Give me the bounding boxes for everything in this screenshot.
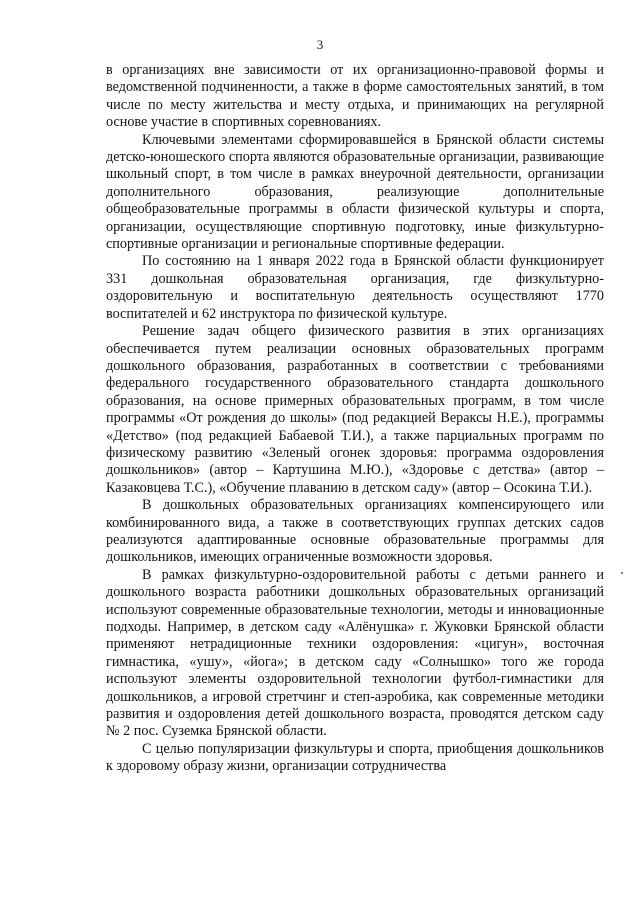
paragraph-preschool-statistics: По состоянию на 1 января 2022 года в Брянской области функционирует 331 дошкольная образовательная организация, где физкультурно-оздоровительную и воспитательную деятельность осуществляют 1770 воспитателей и 62 инструктора по физической культуре. <box>106 253 604 322</box>
page-number: 3 <box>316 37 324 52</box>
paragraph-educational-programs: Решение задач общего физического развития в этих организациях обеспечивается путем реализации основных образовательных программ дошкольного образования, разработанных в соответствии с требованиями федерального государственного образовательного стандарта дошкольного образования, на основе примерных образовательных программ, в том числе программы «От рождения до школы» (под редакцией Вераксы Н.Е.), программы «Детство» (под редакцией Бабаевой Т.И.), а также парциальных программ по физическому развитию «Зеленый огонек здоровья: программа оздоровления дошкольников» (автор – Картушина М.Ю.), «Здоровье с детства» (автор – Казаковцева Т.С.), «Обучение плаванию в детском саду» (автор – Осокина Т.И.). <box>106 323 604 496</box>
document-body <box>106 62 604 776</box>
paragraph-health-technologies: В рамках физкультурно-оздоровительной работы с детьми раннего и дошкольного возраста работники дошкольных образовательных организаций используют современные образовательные технологии, методы и инновационные подходы. Например, в детском саду «Алёнушка» г. Жуковки Брянской области применяют нетрадиционные техники оздоровления: «цигун», восточная гимнастика, «ушу», «йога»; в детском саду «Солнышко» того же города используют элементы оздоровительной технологии футбол-гимнастики для дошкольников, а игровой стретчинг и степ-аэробика, как современные методики развития и оздоровления детей дошкольного возраста, проводятся детском саду № 2 пос. Суземка Брянской области. <box>106 566 604 740</box>
paragraph-popularization: С целью популяризации физкультуры и спорта, приобщения дошкольников к здоровому образу жизни, организации сотрудничества <box>106 740 604 775</box>
paragraph-youth-sports-system: Ключевыми элементами сформировавшейся в Брянской области системы детско-юношеского спорта являются образовательные организации, развивающие школьный спорт, в том числе в рамках внеурочной деятельности, организации дополнительного образования, реализующие дополнительные общеобразовательные программы в области физической культуры и спорта, организации, осуществляющие спортивную подготовку, иные физкультурно-спортивные организации и региональные спортивные федерации. <box>106 131 604 253</box>
paragraph-compensatory-programs: В дошкольных образовательных организациях компенсирующего или комбинированного вида, а также в соответствующих группах детских садов реализуются адаптированные основные образовательные программы для дошкольников, имеющих ограниченные возможности здоровья. <box>106 497 604 566</box>
scan-speck <box>621 572 623 574</box>
paragraph-sports-organizations-continuation: в организациях вне зависимости от их организационно-правовой формы и ведомственной подчиненности, а также в форме самостоятельных занятий, в том числе по месту жительства и месту отдыха, и принимающих на регулярной основе участие в спортивных соревнованиях. <box>106 62 604 131</box>
